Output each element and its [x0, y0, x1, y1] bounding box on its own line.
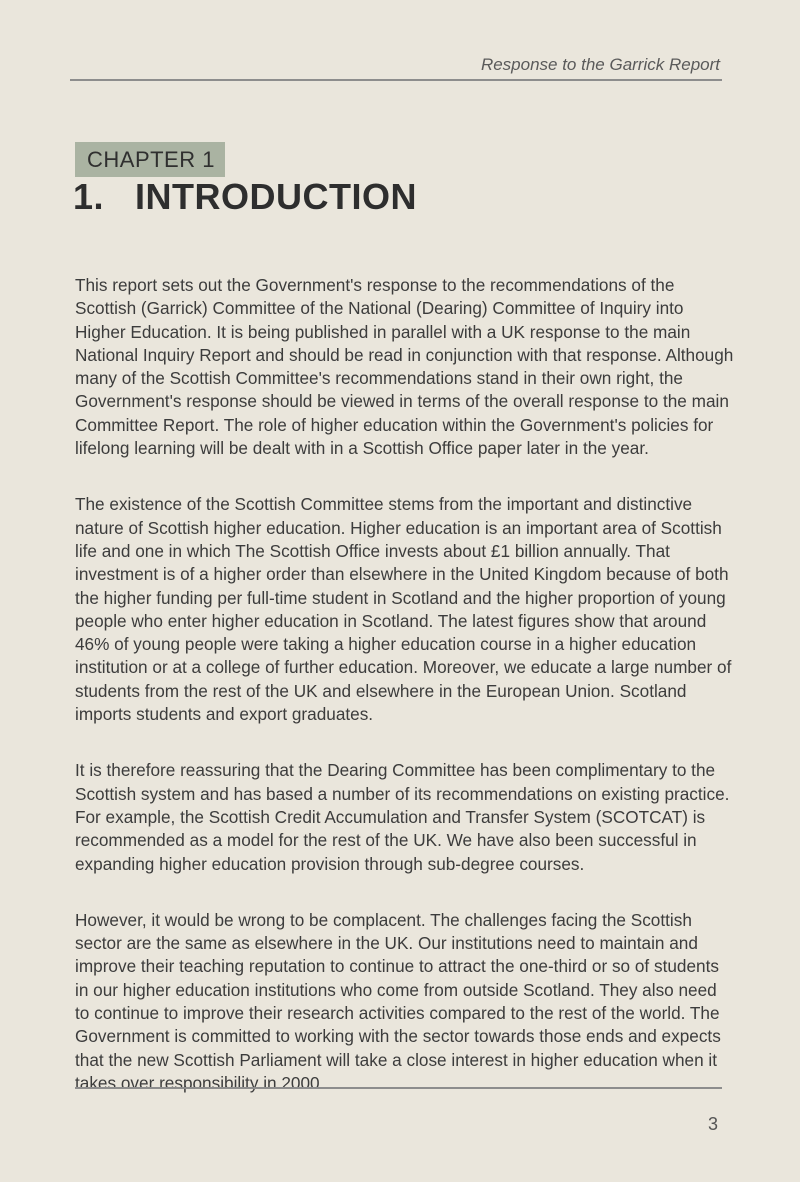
chapter-badge: CHAPTER 1	[75, 142, 225, 177]
paragraph: It is therefore reassuring that the Dearing Committee has been complimentary to the Scottish system and has based a number of its recommendations on existing practice. For example, the Scottish Credit Accumulation and Transfer System (SCOTCAT) is recommended as a model for the rest of the UK. We have also been successful in expanding higher education provision through sub-degree courses.	[75, 760, 730, 874]
header-divider	[70, 79, 722, 81]
paragraph: However, it would be wrong to be complacent. The challenges facing the Scottish sector are the same as elsewhere in the UK. Our institutions need to maintain and improve their teaching reputation to continue to attract the one-third or so of students in our higher education institutions who come from outside Scotland. They also need to continue to improve their research activities compared to the rest of the world. The Government is committed to working with the sector towards those ends and expects that the new Scottish Parliament will take a close interest in higher education when it takes over responsibility in 2000.	[75, 909, 721, 1093]
running-header-title: Response to the Garrick Report	[480, 55, 720, 74]
body-text	[75, 274, 735, 1128]
footer-divider	[75, 1087, 722, 1089]
section-number: 1.	[73, 176, 105, 217]
paragraph: The existence of the Scottish Committee stems from the important and distinctive nature of Scottish higher education. Higher education is an important area of Scottish life and one in which The Scottish Office invests about £1 billion annually. That investment is of a higher order than elsewhere in the United Kingdom because of both the higher funding per full-time student in Scotland and the higher proportion of young people who enter higher education in Scotland. The latest figures show that around 46% of young people were taking a higher education course in a higher education institution or at a college of further education. Moreover, we educate a large number of students from the rest of the UK and elsewhere in the European Union. Scotland imports students and export graduates.	[75, 494, 732, 725]
section-heading	[73, 176, 417, 218]
paragraph: This report sets out the Government's response to the recommendations of the Scottish (Garrick) Committee of the National (Dearing) Committee of Inquiry into Higher Education. It is being published in parallel with a UK response to the main National Inquiry Report and should be read in conjunction with that response. Although many of the Scottish Committee's recommendations stand in their own right, the Government's response should be viewed in terms of the overall response to the main Committee Report. The role of higher education within the Government's policies for lifelong learning will be dealt with in a Scottish Office paper later in the year.	[75, 275, 734, 459]
section-title: INTRODUCTION	[135, 176, 417, 217]
page-number: 3	[707, 1114, 718, 1134]
